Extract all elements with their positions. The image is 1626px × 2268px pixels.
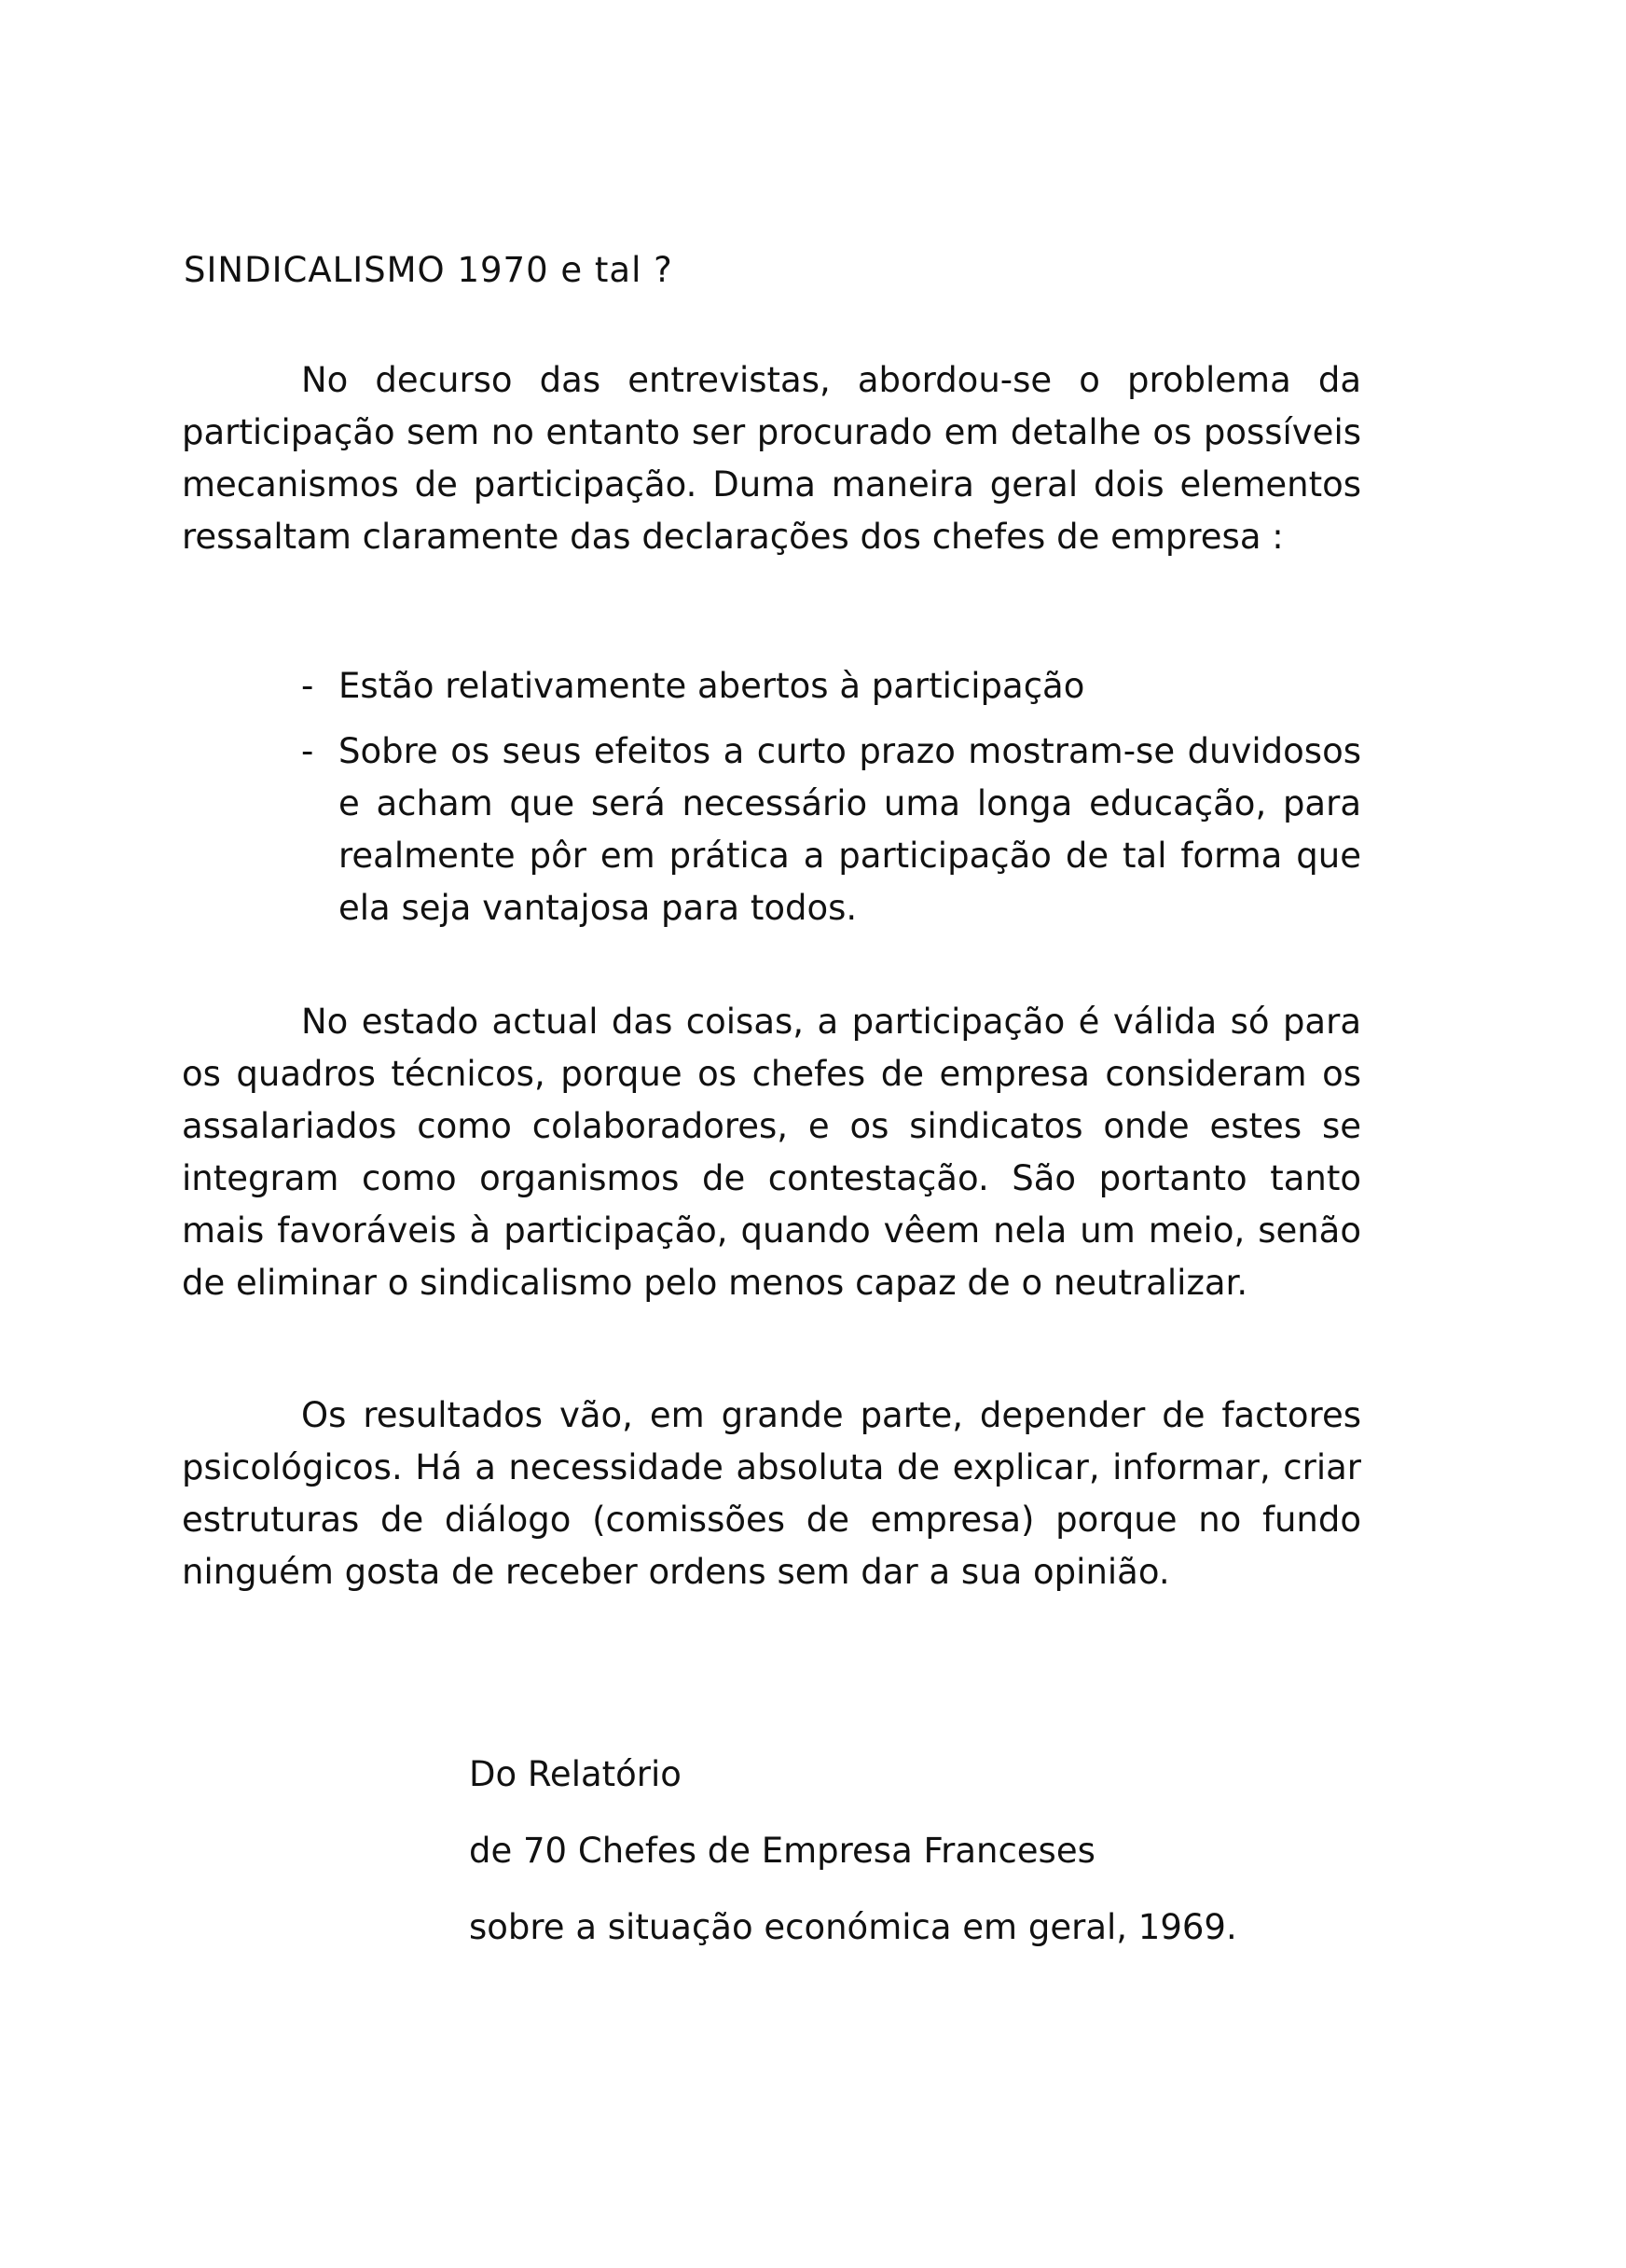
source-line: sobre a situação económica em geral, 1969. — [469, 1907, 1237, 1947]
bullet-text: Estão relativamente abertos à participação — [338, 666, 1085, 706]
list-item — [301, 660, 1361, 712]
document-title: SINDICALISMO 1970 e tal ? — [184, 250, 673, 290]
bullet-list — [301, 660, 1361, 947]
paragraph-results: Os resultados vão, em grande parte, depender de factores psicológicos. Há a necessidade absoluta de explicar, informar, criar estruturas de diálogo (comissões de empresa) porque no fundo ninguém gosta de receber ordens sem dar a sua opinião. — [182, 1395, 1361, 1592]
bullet-text: Sobre os seus efeitos a curto prazo mostram-se duvidosos e acham que será necessário uma longa educação, para realmente pôr em prática a participação de tal forma que ela seja vantajosa para todos. — [338, 731, 1361, 928]
bullet-marker: - — [301, 666, 314, 706]
source-line: de 70 Chefes de Empresa Franceses — [469, 1831, 1095, 1871]
list-item — [301, 726, 1361, 934]
paragraph-current-state: No estado actual das coisas, a participação é válida só para os quadros técnicos, porque os chefes de empresa consideram os assalariados como colaboradores, e os sindicatos onde estes se integram como organismos de contestação. São portanto tanto mais favoráveis à participação, quando vêem nela um meio, senão de eliminar o sindicalismo pelo menos capaz de o neutralizar. — [182, 1002, 1361, 1303]
bullet-marker: - — [301, 731, 314, 771]
source-line: Do Relatório — [469, 1754, 682, 1794]
paragraph-intro: No decurso das entrevistas, abordou-se o problema da participação sem no entanto ser procurado em detalhe os possíveis mecanismos de participação. Duma maneira geral dois elementos ressaltam claramente das declarações dos chefes de empresa : — [182, 360, 1361, 557]
source-attribution — [469, 1736, 1237, 1966]
